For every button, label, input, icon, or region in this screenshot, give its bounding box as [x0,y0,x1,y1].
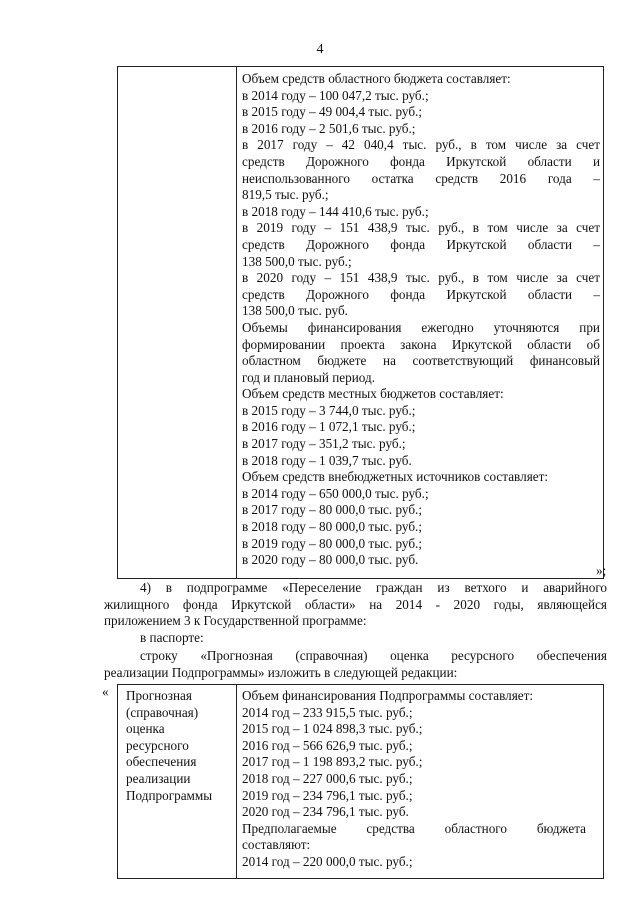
table-cell-funding-text [242,688,586,871]
table-line: ресурсного [126,737,189,753]
table-column-divider [236,685,237,878]
funding-table-continued [117,66,607,579]
table-line: 2020 год – 234 796,1 тыс. руб. [242,804,409,820]
table-line: неиспользованного остатка средств 2016 года – [242,170,600,186]
table-line: 819,5 тыс. руб.; [242,187,329,203]
table-line: Объем средств местных бюджетов составляет: [242,386,504,402]
table-line: Объем финансирования Подпрограммы составляет: [242,688,534,703]
page-number: 4 [316,42,324,57]
table-line: 2018 год – 227 000,6 тыс. руб.; [242,770,413,786]
table-line: 138 500,0 тыс. руб. [242,303,348,319]
table-line: в 2019 году – 151 438,9 тыс. руб., в том числе за счет [242,220,600,236]
paragraph-line: строку «Прогнозная (справочная) оценка ресурсного обеспечения [140,648,607,663]
table-line: в 2016 году – 1 072,1 тыс. руб.; [242,419,416,435]
table-line: год и плановый период. [242,369,376,385]
resource-estimate-table [117,684,604,879]
table-line: (справочная) [126,704,199,720]
table-line: в 2014 году – 100 047,2 тыс. руб.; [242,87,429,103]
table-line: в 2018 году – 144 410,6 тыс. руб.; [242,203,429,219]
paragraph-line: 4) в подпрограмме «Переселение граждан из ветхого и аварийного [140,580,607,595]
table-line: в 2020 году – 151 438,9 тыс. руб., в том числе за счет [242,270,600,286]
table-cell-funding-text [242,71,600,569]
table-line: оценка [126,721,165,737]
paragraph-line: жилищного фонда Иркутской области» на 2014 - 2020 годы, являющейся [104,596,607,612]
table-line: 2017 год – 1 198 893,2 тыс. руб.; [242,754,423,770]
table-line: средств Дорожного фонда Иркутской области – [242,236,600,252]
paragraph-line: приложением 3 к Государственной программе: [104,613,367,629]
closing-quote: »; [596,563,607,578]
table-cell-row-label [126,688,232,804]
table-line: в 2015 году – 3 744,0 тыс. руб.; [242,402,416,418]
table-line: в 2017 году – 351,2 тыс. руб.; [242,436,406,452]
table-column-divider [236,67,237,578]
table-line: в 2015 году – 49 004,4 тыс. руб.; [242,104,423,120]
table-line: Объем средств областного бюджета составляет: [242,71,511,86]
paragraph-row-replacement [104,648,607,681]
opening-quote: « [102,684,109,699]
table-line: областном бюджете на соответствующий финансовый [242,353,600,369]
paragraph-passport: в паспорте: [140,630,204,645]
table-line: 2014 год – 233 915,5 тыс. руб.; [242,704,413,720]
table-line: 138 500,0 тыс. руб.; [242,253,352,269]
table-line: в 2019 году – 80 000,0 тыс. руб.; [242,535,423,551]
paragraph-line: реализации Подпрограммы» изложить в следующей редакции: [104,664,458,680]
table-line: реализации [126,770,191,786]
table-line: в 2014 году – 650 000,0 тыс. руб.; [242,485,429,501]
table-line: в 2017 году – 42 040,4 тыс. руб., в том числе за счет [242,137,600,153]
table-line: 2014 год – 220 000,0 тыс. руб.; [242,853,413,869]
table-line: в 2020 году – 80 000,0 тыс. руб. [242,552,419,568]
table-line: в 2017 году – 80 000,0 тыс. руб.; [242,502,423,518]
table-line: обеспечения [126,754,197,770]
table-line: в 2018 году – 80 000,0 тыс. руб.; [242,519,423,535]
table-line: Прогнозная [126,688,192,703]
paragraph-subprogram [104,580,607,630]
table-line: Подпрограммы [126,787,213,803]
table-line: средств Дорожного фонда Иркутской области и [242,153,600,169]
table-line: 2015 год – 1 024 898,3 тыс. руб.; [242,721,423,737]
table-line: Объемы финансирования ежегодно уточняются при [242,319,600,335]
table-line: 2016 год – 566 626,9 тыс. руб.; [242,737,413,753]
table-line: формировании проекта закона Иркутской области об [242,336,600,352]
table-line: 2019 год – 234 796,1 тыс. руб.; [242,787,413,803]
table-line: Объем средств внебюджетных источников составляет: [242,469,549,485]
table-line: Предполагаемые средства областного бюджета [242,820,586,836]
table-line: в 2018 году – 1 039,7 тыс. руб. [242,452,412,468]
table-line: в 2016 году – 2 501,6 тыс. руб.; [242,120,416,136]
table-line: средств Дорожного фонда Иркутской области – [242,286,600,302]
table-line: составляют: [242,837,311,853]
